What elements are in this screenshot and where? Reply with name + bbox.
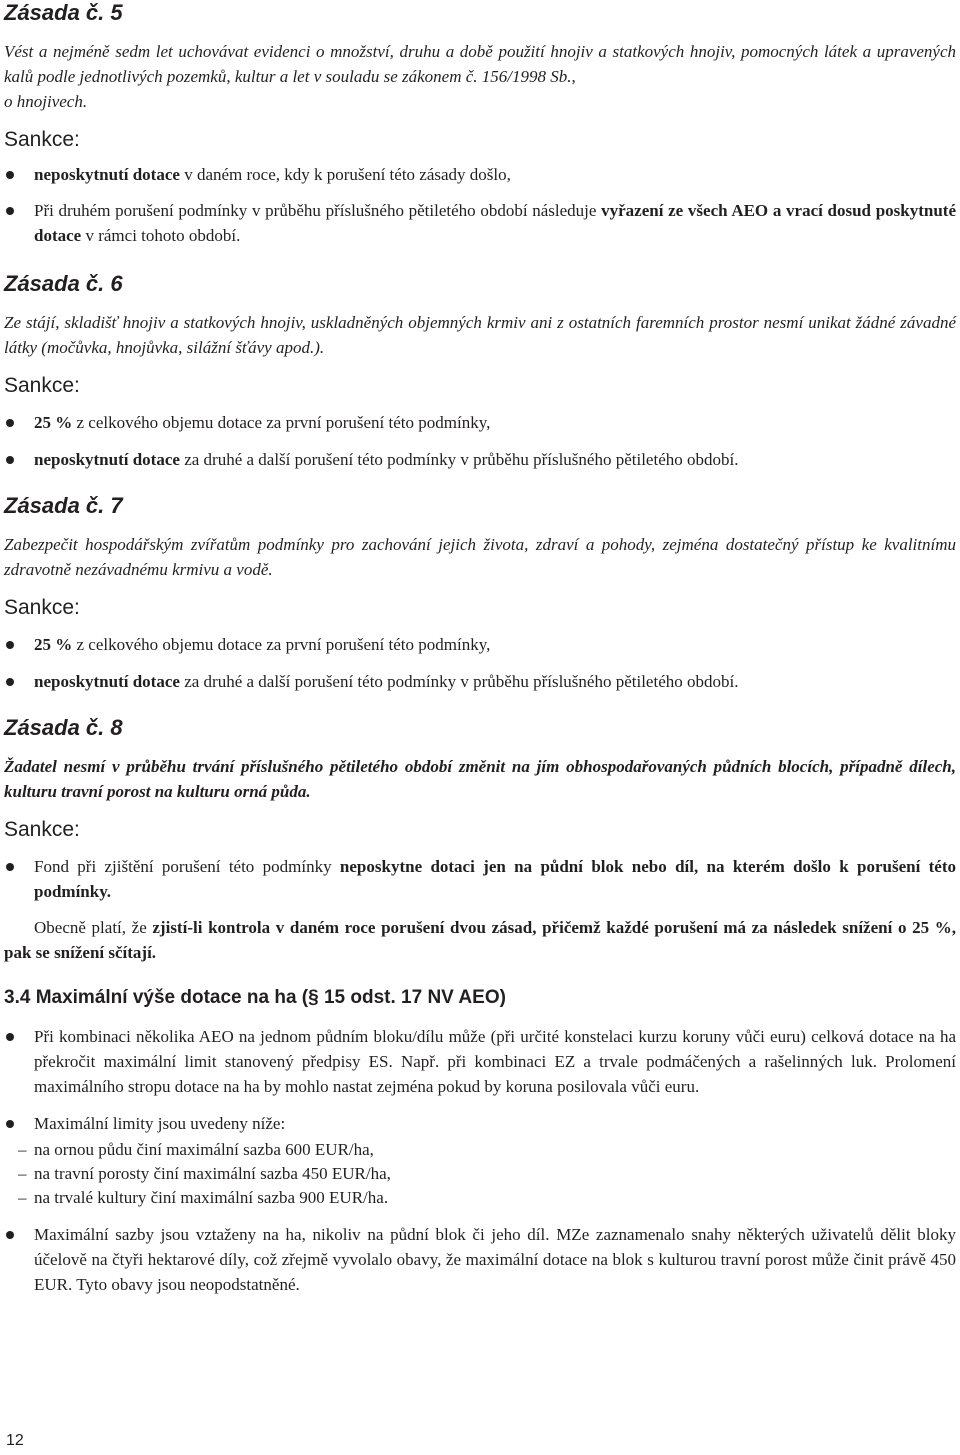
section-item-text: Maximální sazby jsou vztaženy na ha, nikoliv na půdní blok či jeho díl. MZe zaznamenalo snahy některých uživatelů dělit bloky účelově na čtyři hektarové díly, což zřejmě vyvolalo obavy, že maximální dotace na blok s kulturou travní porost může činit právě 450 EUR. Tyto obavy jsou neopodstatněné. [34,1225,956,1294]
sanction-item [4,162,956,187]
sanction-bold: neposkytne dotaci jen na půdní blok nebo díl, na kterém došlo k porušení této podmínky. [34,857,956,901]
limit-text: na travní porosty činí maximální sazba 450 EUR/ha, [34,1164,391,1183]
page-number: 12 [6,1432,24,1449]
dash-icon: – [18,1140,27,1159]
zasada-7-rule: Zabezpečit hospodářským zvířatům podmínky pro zachování jejich života, zdraví a pohody, zejména dostatečný přístup ke kvalitnímu zdravotně nezávadnému krmivu a vodě. [4,535,956,579]
sanction-bold: vyřazení ze všech AEO a vrací dosud poskytnuté dotace [34,201,956,245]
zasada-6-heading: Zásada č. 6 [4,271,123,296]
sanction-item [4,198,956,248]
sanction-item [4,854,956,904]
sanction-text: z celkového objemu dotace za první porušení této podmínky, [72,635,491,654]
sanction-item [4,632,956,657]
sanction-text: za druhé a další porušení této podmínky v průběhu příslušného pětiletého období. [179,672,739,691]
general-note-text: Obecně platí, že [34,918,153,937]
zasada-5-rule-text: Vést a nejméně sedm let uchovávat evidenci o množství, druhu a době použití hnojiv a statkových hnojiv, pomocných látek a upravených kalů podle jednotlivých pozemků, kultur a let v souladu se zákonem č. 156/1998 Sb., [4,42,956,86]
sanction-bold: neposkytnutí dotace [34,450,180,469]
bullet-icon [6,1120,14,1128]
zasada-5-rule [4,39,956,114]
zasada-5-sankce-label: Sankce: [4,128,80,151]
section-3-4-items-cont [4,1222,956,1297]
document-page [4,0,956,1297]
sanction-text: za druhé a další porušení této podmínky v průběhu příslušného pětiletého období. [179,450,739,469]
zasada-7-heading: Zásada č. 7 [4,493,123,518]
zasada-5-heading: Zásada č. 5 [4,0,123,25]
bullet-icon [6,456,14,464]
zasada-8-sanctions [4,854,956,904]
sanction-text: v rámci tohoto období. [81,226,241,245]
bullet-icon [6,207,14,215]
general-note-bold: zjistí-li kontrola v daném roce porušení dvou zásad, přičemž každé porušení má za následek snížení o 25 %, pak se snížení sčítají. [4,918,956,962]
section-3-4-items [4,1024,956,1136]
section-item-text: Při kombinaci několika AEO na jednom půdním bloku/dílu může (při určité konstelaci kurzu koruny vůči euru) celková dotace na ha překročit maximální limit stanovený předpisy ES. Např. při kombinaci EZ a trvale podmáčených a rašelinných luk. Prolomení maximálního stropu dotace na ha by mohlo nastat zejména pokud by koruna posilovala vůči euru. [34,1027,956,1096]
bullet-icon [6,1033,14,1041]
bullet-icon [6,171,14,179]
sanction-bold: neposkytnutí dotace [34,672,180,691]
zasada-7-sanctions [4,632,956,694]
zasada-8-rule [4,754,956,804]
section-item-text: Maximální limity jsou uvedeny níže: [34,1114,286,1133]
zasada-8-rule-text: Žadatel nesmí v průběhu trvání příslušného pětiletého období změnit na jím obhospodařovaných půdních blocích, případně dílech, kulturu travní porost na kulturu orná půda. [4,757,956,801]
limit-item [4,1138,956,1162]
dash-icon: – [18,1164,27,1183]
sanction-bold: 25 % [34,635,73,654]
zasada-8-heading: Zásada č. 8 [4,715,123,740]
section-item [4,1111,956,1136]
sanction-bold: neposkytnutí dotace [34,165,180,184]
section-3-4-title: 3.4 Maximální výše dotace na ha (§ 15 odst. 17 NV AEO) [4,987,506,1008]
general-note [4,915,956,965]
zasada-5-rule-text-end: o hnojivech. [4,92,88,111]
sanction-bold: 25 % [34,413,73,432]
bullet-icon [6,678,14,686]
sanction-item [4,669,956,694]
bullet-icon [6,863,14,871]
zasada-6-sankce-label: Sankce: [4,374,80,397]
sanction-item [4,410,956,435]
sanction-text: v daném roce, kdy k porušení této zásady došlo, [179,165,511,184]
zasada-7-sankce-label: Sankce: [4,596,80,619]
zasada-8-sankce-label: Sankce: [4,818,80,841]
bullet-icon [6,641,14,649]
bullet-icon [6,419,14,427]
limit-text: na trvalé kultury činí maximální sazba 900 EUR/ha. [34,1188,389,1207]
limit-text: na ornou půdu činí maximální sazba 600 EUR/ha, [34,1140,374,1159]
section-item [4,1222,956,1297]
bullet-icon [6,1231,14,1239]
zasada-6-rule: Ze stájí, skladišť hnojiv a statkových hnojiv, uskladněných objemných krmiv ani z ostatních faremních prostor nesmí unikat žádné závadné látky (močůvka, hnojůvka, silážní šťávy apod.). [4,313,956,357]
sanction-item [4,447,956,472]
sanction-text: z celkového objemu dotace za první porušení této podmínky, [72,413,491,432]
limits-list [4,1138,956,1210]
section-item [4,1024,956,1099]
limit-item [4,1186,956,1210]
sanction-text: Při druhém porušení podmínky v průběhu příslušného pětiletého období následuje [34,201,602,220]
limit-item [4,1162,956,1186]
zasada-5-sanctions [4,162,956,248]
sanction-text: Fond při zjištění porušení této podmínky [34,857,340,876]
dash-icon: – [18,1188,27,1207]
zasada-6-sanctions [4,410,956,472]
